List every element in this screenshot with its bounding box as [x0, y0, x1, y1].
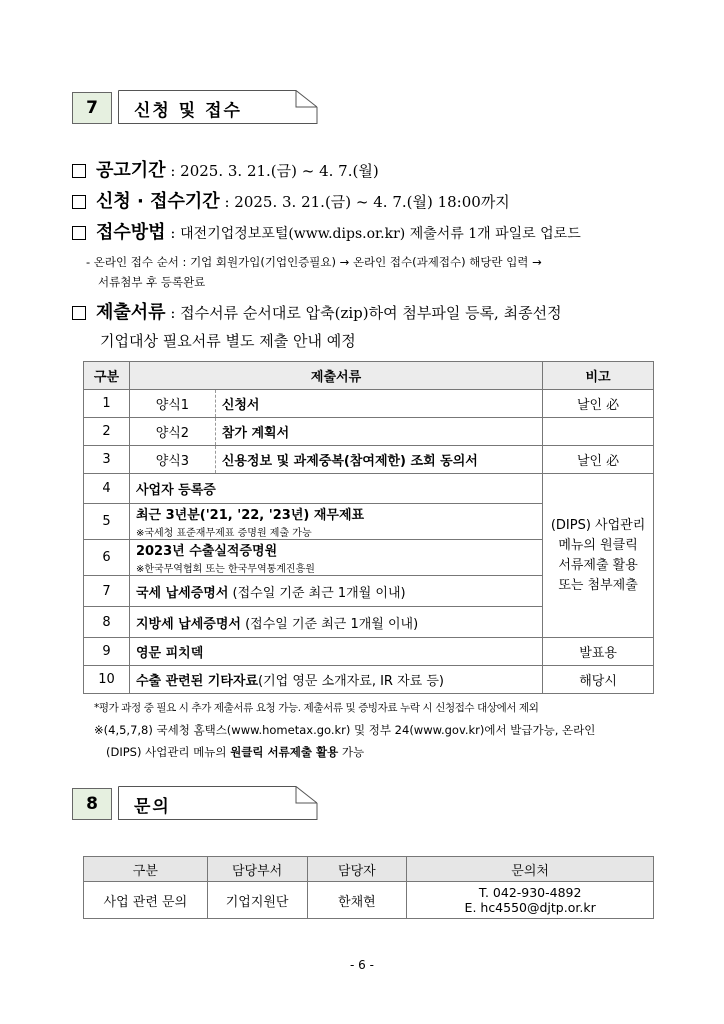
table-row: 7 국세 납세증명서 (접수일 기준 최근 1개월 이내) [84, 576, 654, 607]
footnote-issuance: ※(4,5,7,8) 국세청 홈택스(www.hometax.go.kr) 및 정부 24(www.gov.kr)에서 발급가능, 온라인 [94, 723, 596, 737]
bullet-application-period: 신청 · 접수기간 : 2025. 3. 21.(금) ~ 4. 7.(월) 18:00까지 [72, 187, 510, 213]
table-row: 9 영문 피치덱 발표용 [84, 638, 654, 666]
checkbox-bullet-icon [72, 195, 86, 209]
contact-info: T. 042-930-4892 E. hc4550@djtp.or.kr [407, 882, 654, 919]
section-title-7: 신청 및 접수 [134, 101, 242, 121]
table-row: 5 최근 3년분('21, '22, '23년) 재무제표 ※국세청 표준재무제표 증명원 제출 가능 [84, 504, 654, 540]
checkbox-bullet-icon [72, 226, 86, 240]
table-row: 1 양식1 신청서 날인 必 [84, 390, 654, 418]
online-steps-note: - 온라인 접수 순서 : 기업 회원가입(기업인증필요) → 온라인 접수(과제접수) 해당란 입력 → [86, 255, 542, 269]
footnote-issuance-cont: (DIPS) 사업관리 메뉴의 원클릭 서류제출 활용 가능 [106, 745, 365, 759]
section-title-8: 문의 [134, 797, 171, 817]
bullet-announcement-period: 공고기간 : 2025. 3. 21.(금) ~ 4. 7.(월) [72, 156, 379, 182]
section-number-8: 8 [72, 788, 112, 820]
page-number: - 6 - [350, 958, 374, 972]
bullet-submission-docs: 제출서류 : 접수서류 순서대로 압축(zip)하여 첨부파일 등록, 최종선정 [72, 298, 562, 324]
checkbox-bullet-icon [72, 306, 86, 320]
table-row: 10 수출 관련된 기타자료(기업 영문 소개자료, IR 자료 등) 해당시 [84, 666, 654, 694]
dips-submission-note: (DIPS) 사업관리 메뉴의 원클릭 서류제출 활용 또는 첨부제출 [543, 474, 654, 638]
footnote-evaluation: *평가 과정 중 필요 시 추가 제출서류 요청 가능. 제출서류 및 증빙자료 누락 시 신청접수 대상에서 제외 [94, 702, 539, 714]
table-row: 3 양식3 신용정보 및 과제중복(참여제한) 조회 동의서 날인 必 [84, 446, 654, 474]
table-row: 8 지방세 납세증명서 (접수일 기준 최근 1개월 이내) [84, 607, 654, 638]
submission-docs-cont: 기업대상 필요서류 별도 제출 안내 예정 [100, 332, 356, 350]
online-steps-note-cont: 서류첨부 후 등록완료 [98, 275, 206, 289]
bullet-application-method: 접수방법 : 대전기업정보포털(www.dips.or.kr) 제출서류 1개 파일로 업로드 [72, 218, 581, 244]
table-row: 6 2023년 수출실적증명원 ※한국무역협회 또는 한국무역통계진흥원 [84, 540, 654, 576]
table-row: 사업 관련 문의 기업지원단 한채현 T. 042-930-4892 E. hc4550@djtp.or.kr [84, 882, 654, 919]
table-row: 4 사업자 등록증 (DIPS) 사업관리 메뉴의 원클릭 서류제출 활용 또는 첨부제출 [84, 474, 654, 504]
table-header-row: 구분 제출서류 비고 [84, 362, 654, 390]
contact-table [83, 856, 654, 919]
submission-docs-table [83, 361, 654, 694]
checkbox-bullet-icon [72, 164, 86, 178]
table-row: 2 양식2 참가 계획서 [84, 418, 654, 446]
table-header-row: 구분 담당부서 담당자 문의처 [84, 857, 654, 882]
section-number-7: 7 [72, 92, 112, 124]
